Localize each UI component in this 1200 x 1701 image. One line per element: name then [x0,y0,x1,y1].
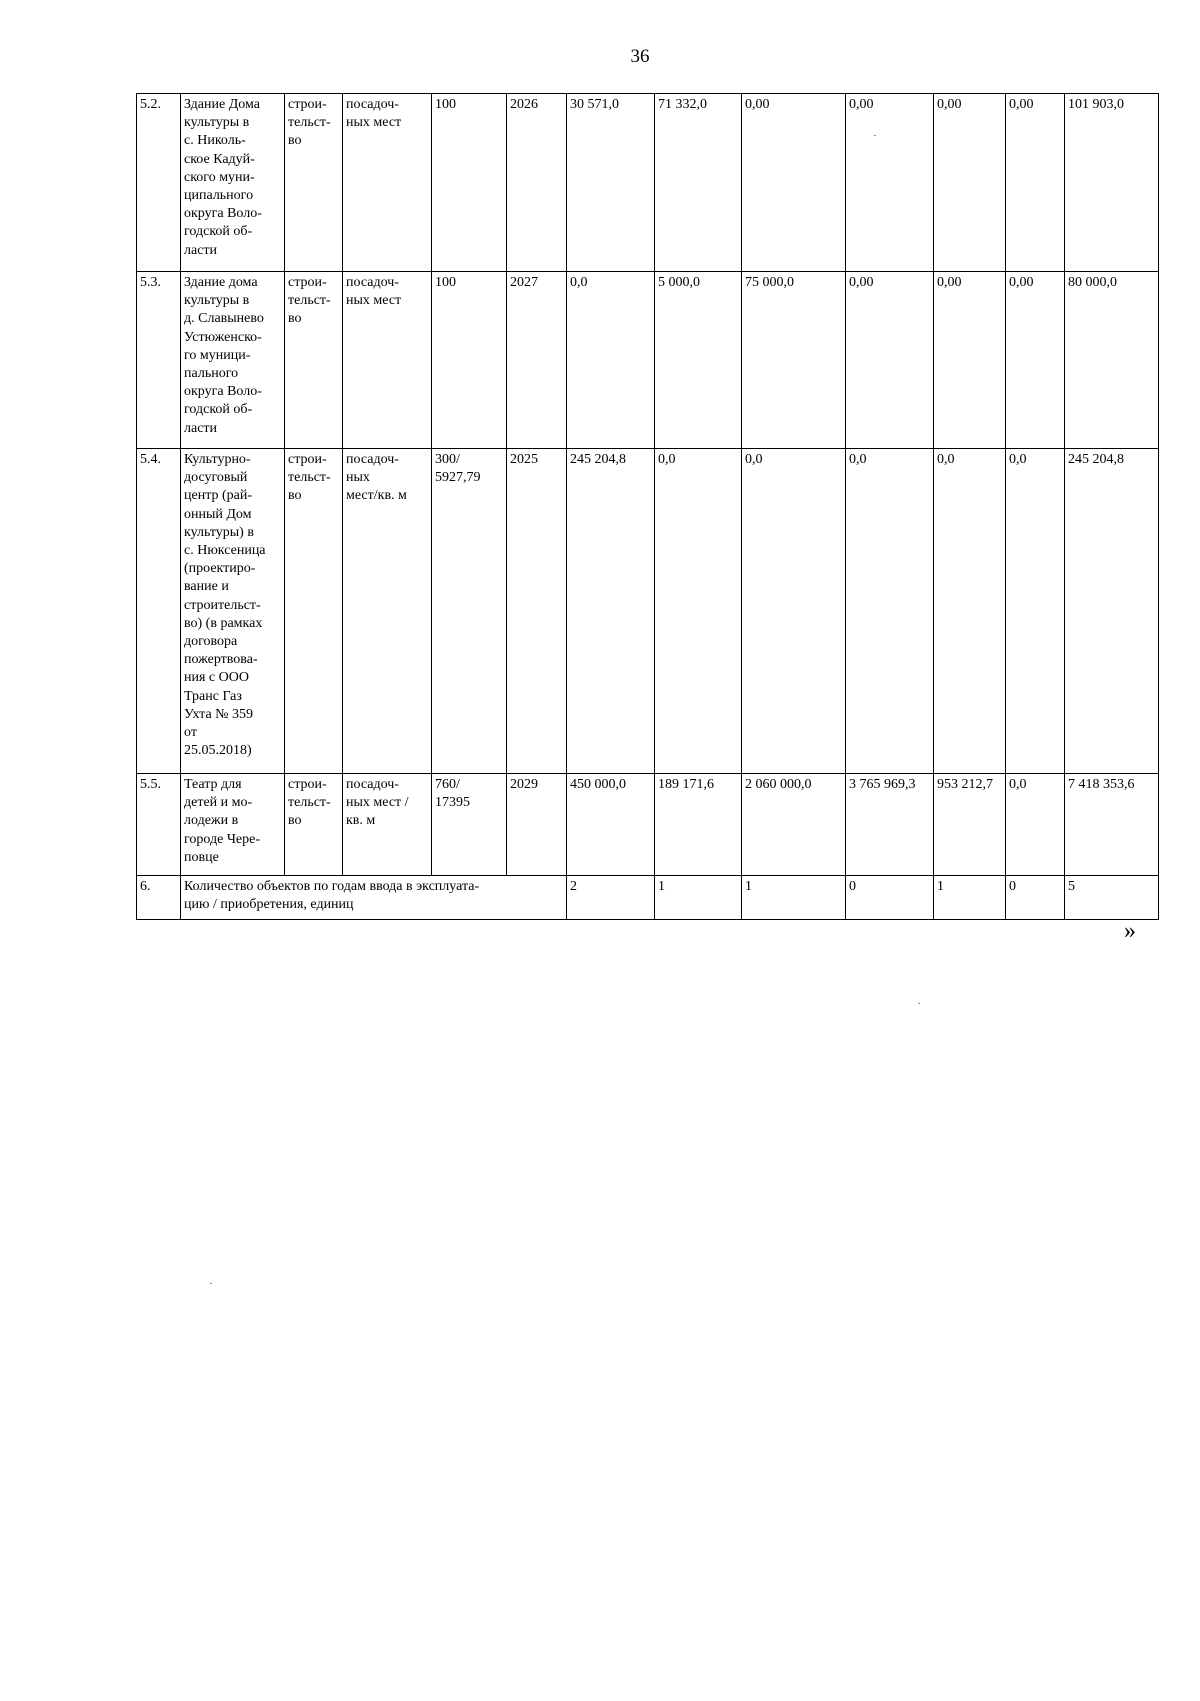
year-value: 2 060 000,0 [742,774,846,876]
total-value: 101 903,0 [1065,94,1159,272]
year-count: 1 [655,876,742,920]
table-row [137,449,1159,774]
year-count: 1 [742,876,846,920]
commission-year: 2027 [507,272,567,449]
year-value: 0,00 [846,94,934,272]
commission-year: 2029 [507,774,567,876]
capacity-value: 300/ 5927,79 [432,449,507,774]
row-number: 5.4. [137,449,181,774]
year-value: 5 000,0 [655,272,742,449]
year-value: 0,0 [1006,449,1065,774]
year-value: 3 765 969,3 [846,774,934,876]
scan-speck [210,1283,212,1284]
capacity-value: 100 [432,272,507,449]
capacity-unit: посадоч- ных мест [343,94,432,272]
object-name: Театр для детей и мо- лодежи в городе Чере- повце [181,774,285,876]
year-value: 0,0 [567,272,655,449]
total-value: 7 418 353,6 [1065,774,1159,876]
capacity-unit: посадоч- ных мест [343,272,432,449]
page-number: 36 [630,46,650,67]
row-number: 5.3. [137,272,181,449]
commission-year: 2026 [507,94,567,272]
work-type: строи- тельст- во [285,94,343,272]
table-row [137,94,1159,272]
year-value: 450 000,0 [567,774,655,876]
objects-table [136,93,1159,920]
total-count: 5 [1065,876,1159,920]
year-count: 1 [934,876,1006,920]
year-count: 0 [1006,876,1065,920]
commission-year: 2025 [507,449,567,774]
year-value: 71 332,0 [655,94,742,272]
year-value: 953 212,7 [934,774,1006,876]
year-value: 0,0 [1006,774,1065,876]
closing-quote: » [1124,918,1136,944]
scan-speck [874,135,876,136]
object-name: Культурно- досуговый центр (рай- онный Дом культуры) в с. Нюксеница (проектиро- вание и строительст- во) (в рамках договора пожертвова- ния с ООО Транс Газ Ухта № 359 от 25.05.2018) [181,449,285,774]
year-value: 0,00 [742,94,846,272]
scan-speck [918,1003,920,1004]
table-row [137,272,1159,449]
year-value: 0,0 [655,449,742,774]
row-number: 6. [137,876,181,920]
year-value: 0,0 [934,449,1006,774]
total-value: 80 000,0 [1065,272,1159,449]
year-value: 0,0 [742,449,846,774]
row-number: 5.2. [137,94,181,272]
year-value: 245 204,8 [567,449,655,774]
summary-row [137,876,1159,920]
year-value: 189 171,6 [655,774,742,876]
year-value: 0,00 [1006,272,1065,449]
year-value: 30 571,0 [567,94,655,272]
capacity-value: 760/ 17395 [432,774,507,876]
summary-label: Количество объектов по годам ввода в эксплуата- цию / приобретения, единиц [181,876,567,920]
year-value: 0,0 [846,449,934,774]
capacity-value: 100 [432,94,507,272]
capacity-unit: посадоч- ных мест / кв. м [343,774,432,876]
work-type: строи- тельст- во [285,774,343,876]
object-name: Здание Дома культуры в с. Николь- ское Кадуй- ского муни- ципального округа Воло- годской об- ласти [181,94,285,272]
year-value: 0,00 [934,272,1006,449]
year-value: 75 000,0 [742,272,846,449]
year-value: 0,00 [846,272,934,449]
work-type: строи- тельст- во [285,449,343,774]
year-count: 2 [567,876,655,920]
year-value: 0,00 [934,94,1006,272]
total-value: 245 204,8 [1065,449,1159,774]
capacity-unit: посадоч- ных мест/кв. м [343,449,432,774]
table-row [137,774,1159,876]
row-number: 5.5. [137,774,181,876]
object-name: Здание дома культуры в д. Славынево Устюженско- го муници- пального округа Воло- годской об- ласти [181,272,285,449]
work-type: строи- тельст- во [285,272,343,449]
year-count: 0 [846,876,934,920]
year-value: 0,00 [1006,94,1065,272]
